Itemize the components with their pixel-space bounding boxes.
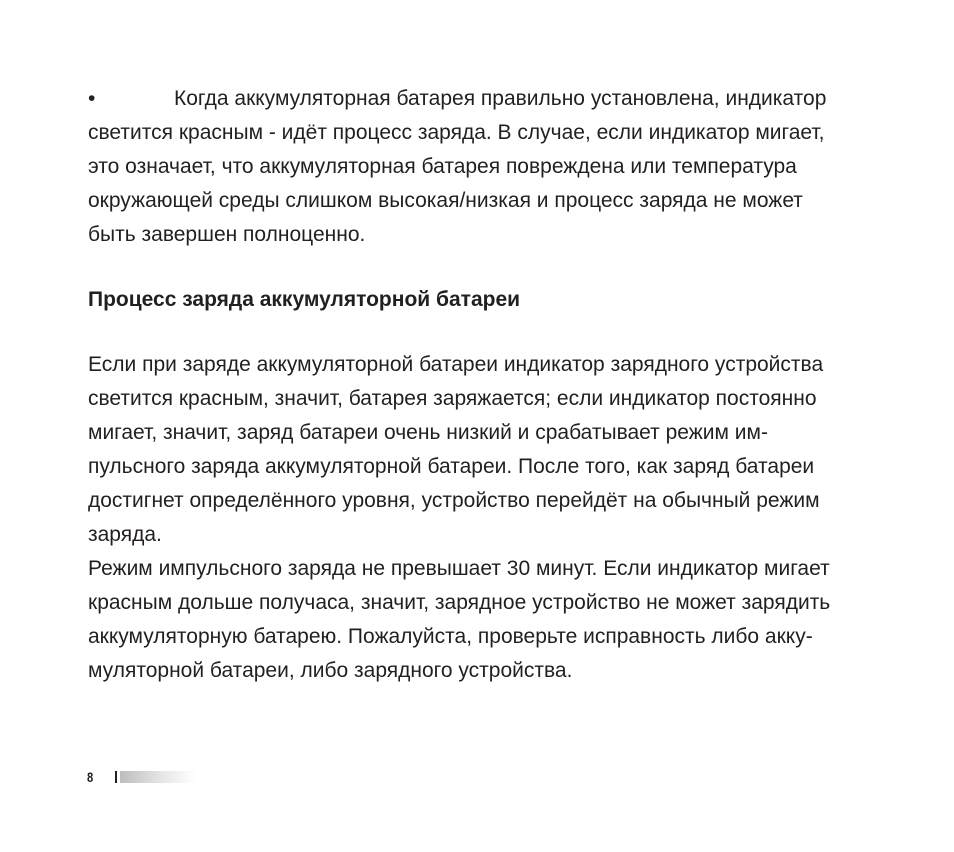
footer-gradient-bar: [120, 771, 196, 783]
page-footer: [87, 768, 196, 786]
paragraph-line: красным дольше получаса, значит, зарядное устройство не может зарядить: [88, 591, 831, 614]
paragraph-line: Режим импульсного заряда не превышает 30 минут. Если индикатор мигает: [88, 557, 830, 580]
paragraph-line: аккумуляторную батарею. Пожалуйста, проверьте исправность либо акку-: [88, 625, 813, 648]
document-page: [88, 82, 888, 688]
bullet-paragraph-line: окружающей среды слишком высокая/низкая и процесс заряда не может: [88, 189, 803, 212]
bullet-paragraph-text: Когда аккумуляторная батарея правильно установлена, индикатор: [174, 87, 827, 110]
footer-separator: [115, 771, 117, 783]
paragraph-line: пульсного заряда аккумуляторной батареи. После того, как заряд батареи: [88, 455, 815, 478]
paragraph-line: муляторной батареи, либо зарядного устройства.: [88, 659, 573, 682]
paragraph-line: светится красным, значит, батарея заряжается; если индикатор постоянно: [88, 387, 817, 410]
paragraph-line: заряда.: [88, 523, 162, 546]
paragraph-line: достигнет определённого уровня, устройство перейдёт на обычный режим: [88, 489, 820, 512]
bullet-paragraph-line: быть завершен полноценно.: [88, 223, 366, 246]
bullet-paragraph-line: это означает, что аккумуляторная батарея повреждена или температура: [88, 155, 797, 178]
section-heading: Процесс заряда аккумуляторной батареи: [88, 288, 521, 311]
paragraph-pulse-charge: [88, 552, 888, 688]
paragraph-line: Если при заряде аккумуляторной батареи индикатор зарядного устройства: [88, 353, 824, 376]
bullet-paragraph-line: [88, 82, 888, 116]
page-number: 8: [87, 769, 94, 785]
bullet-paragraph-line: светится красным - идёт процесс заряда. В случае, если индикатор мигает,: [88, 121, 825, 144]
bullet-paragraph: [88, 82, 888, 252]
bullet-icon: •: [88, 87, 96, 110]
paragraph-charging-indicator: [88, 348, 888, 552]
paragraph-line: мигает, значит, заряд батареи очень низкий и срабатывает режим им-: [88, 421, 768, 444]
